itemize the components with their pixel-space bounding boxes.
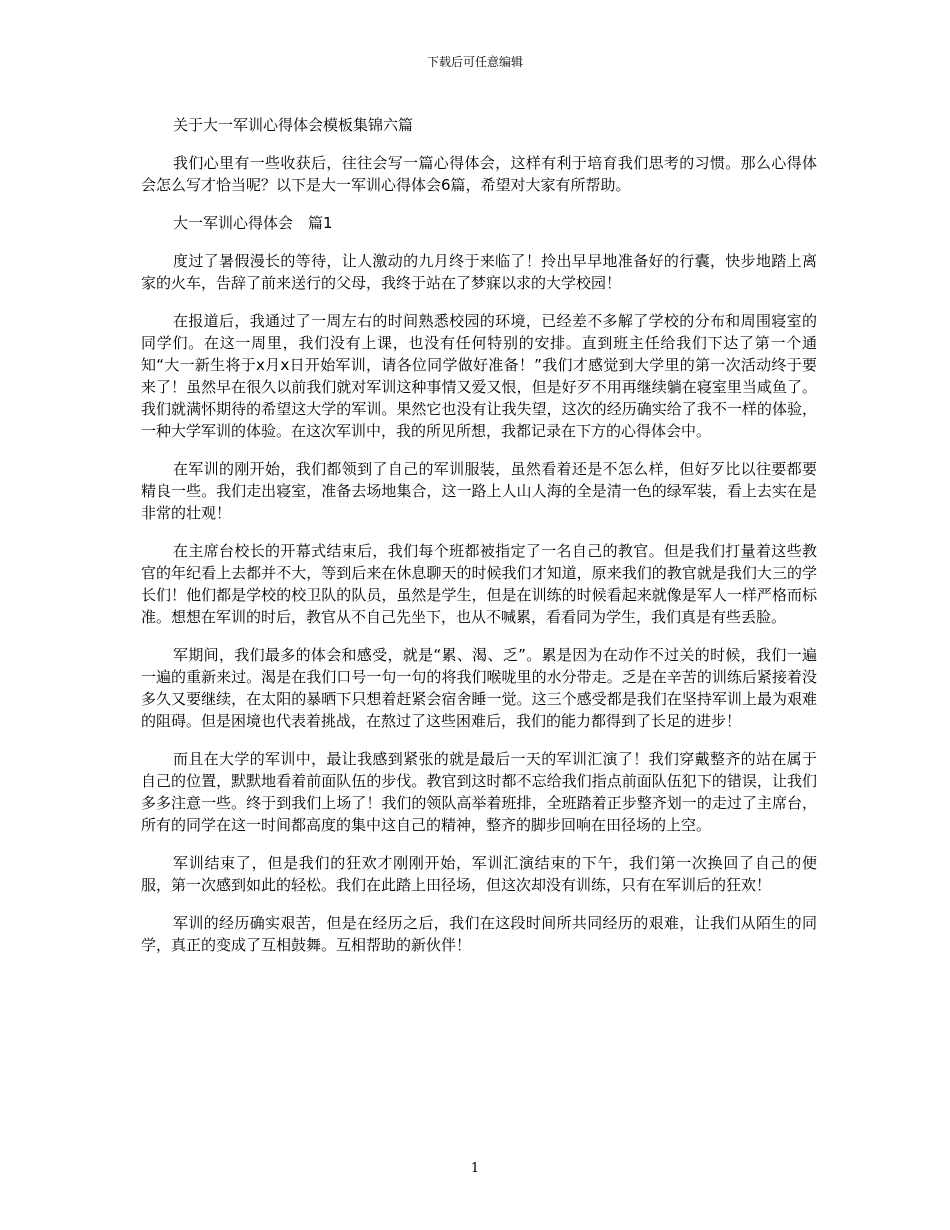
body-paragraph-6: 而且在大学的军训中，最让我感到紧张的就是最后一天的军训汇演了！我们穿戴整齐的站在属于自己的位置，默默地看着前面队伍的步伐。教官到这时都不忘给我们指点前面队伍犯下的错误，让我们多多注意一些。终于到我们上场了！我们的领队高举着班排，全班踏着正步整齐划一的走过了主席台，所有的同学在这一时间都高度的集中这自己的精神，整齐的脚步回响在田径场的上空。: [141, 750, 817, 834]
document-title: 关于大一军训心得体会模板集锦六篇: [173, 116, 414, 134]
body-paragraph-7: 军训结束了，但是我们的狂欢才刚刚开始，军训汇演结束的下午，我们第一次换回了自己的便服，第一次感到如此的轻松。我们在此踏上田径场，但这次却没有训练，只有在军训后的狂欢！: [141, 854, 817, 894]
intro-paragraph: 我们心里有一些收获后，往往会写一篇心得体会，这样有利于培育我们思考的习惯。那么心得体会怎么写才恰当呢？以下是大一军训心得体会6篇，希望对大家有所帮助。: [141, 154, 817, 194]
page-number: 1: [470, 1161, 480, 1176]
section-heading: 大一军训心得体会 篇1: [173, 214, 333, 232]
body-paragraph-1: 度过了暑假漫长的等待，让人激动的九月终于来临了！拎出早早地准备好的行囊，快步地踏上离家的火车，告辞了前来送行的父母，我终于站在了梦寐以求的大学校园！: [141, 252, 817, 292]
body-paragraph-5: 军期间，我们最多的体会和感受，就是“累、渴、乏”。累是因为在动作不过关的时候，我们一遍一遍的重新来过。渴是在我们口号一句一句的将我们喉咙里的水分带走。乏是在辛苦的训练后紧接着没多久又要继续，在太阳的暴晒下只想着赶紧会宿舍睡一觉。这三个感受都是我们在坚持军训上最为艰难的阻碍。但是困境也代表着挑战，在熬过了这些困难后，我们的能力都得到了长足的进步！: [141, 646, 817, 730]
body-paragraph-8: 军训的经历确实艰苦，但是在经历之后，我们在这段时间所共同经历的艰难，让我们从陌生的同学，真正的变成了互相鼓舞。互相帮助的新伙伴！: [141, 914, 817, 954]
body-paragraph-4: 在主席台校长的开幕式结束后，我们每个班都被指定了一名自己的教官。但是我们打量着这些教官的年纪看上去都并不大，等到后来在休息聊天的时候我们才知道，原来我们的教官就是我们大三的学长们！他们都是学校的校卫队的队员，虽然是学生，但是在训练的时候看起来就像是军人一样严格而标准。想想在军训的时后，教官从不自己先坐下，也从不喊累，看看同为学生，我们真是有些丢脸。: [141, 542, 817, 626]
header-note: 下载后可任意编辑: [426, 55, 523, 69]
document-body: [141, 114, 817, 972]
body-paragraph-2: 在报道后，我通过了一周左右的时间熟悉校园的环境，已经差不多解了学校的分布和周围寝室的同学们。在这一周里，我们没有上课，也没有任何特别的安排。直到班主任给我们下达了第一个通知“大一新生将于x月x日开始军训，请各位同学做好准备！”我们才感觉到大学里的第一次活动终于要来了！虽然早在很久以前我们就对军训这种事情又爱又恨，但是好歹不用再继续躺在寝室里当咸鱼了。我们就满怀期待的希望这大学的军训。果然它也没有让我失望，这次的经历确实给了我不一样的体验，一种大学军训的体验。在这次军训中，我的所见所想，我都记录在下方的心得体会中。: [141, 312, 817, 440]
body-paragraph-3: 在军训的刚开始，我们都领到了自己的军训服装，虽然看着还是不怎么样，但好歹比以往要都要精良一些。我们走出寝室，准备去场地集合，这一路上人山人海的全是清一色的绿军装，看上去实在是非常的壮观！: [141, 460, 817, 522]
